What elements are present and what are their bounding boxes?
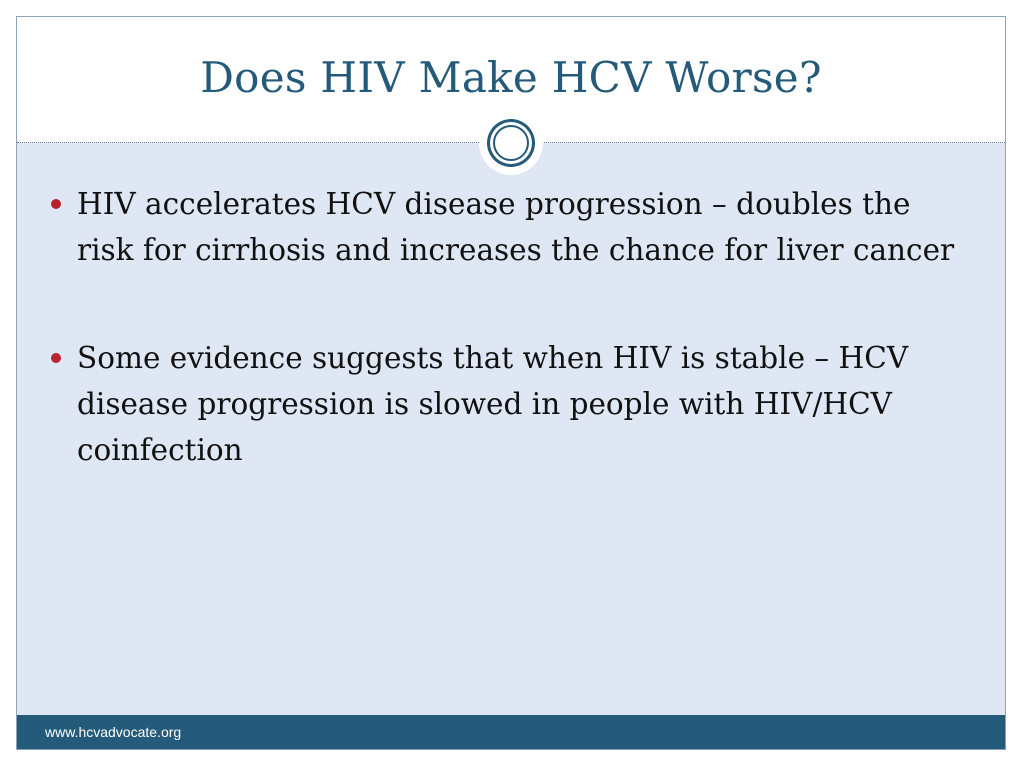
bullet-text: HIV accelerates HCV disease progression – doubles the risk for cirrhosis and increases the chance for liver cancer (77, 187, 955, 267)
footer-bar (17, 715, 1005, 749)
bullet-list (51, 181, 961, 535)
footer-url: www.hcvadvocate.org (45, 724, 182, 740)
ornament-inner (490, 122, 532, 164)
ornament-core (493, 125, 529, 161)
slide-title: Does HIV Make HCV Worse? (200, 53, 822, 102)
bullet-marker-icon (51, 353, 61, 363)
bullet-marker-icon (51, 199, 61, 209)
bullet-item (51, 181, 961, 273)
slide (16, 16, 1006, 750)
ornament-ring (487, 119, 535, 167)
bullet-text: Some evidence suggests that when HIV is stable – HCV disease progression is slowed in people with HIV/HCV coinfection (77, 341, 909, 467)
bullet-item (51, 335, 961, 473)
circle-ornament-icon (479, 111, 543, 175)
